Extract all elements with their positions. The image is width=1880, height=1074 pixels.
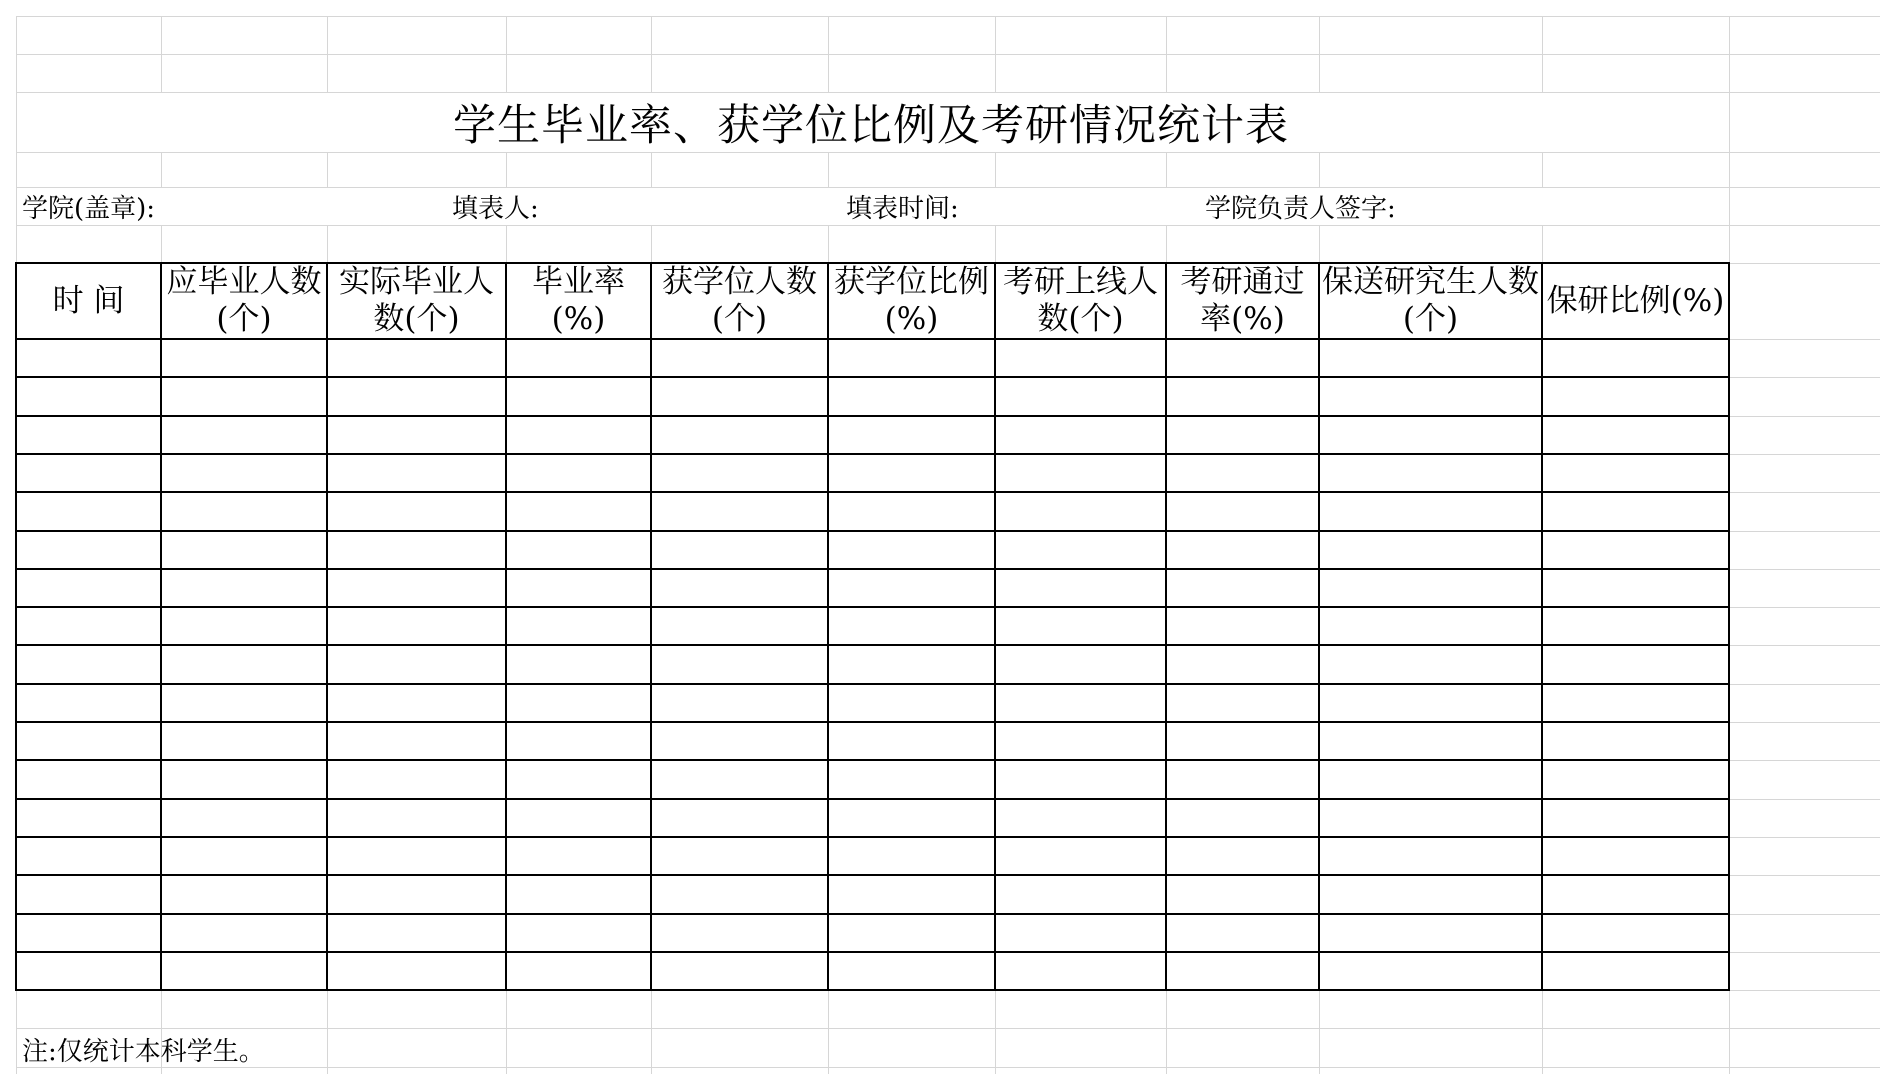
table-cell-exam-pass-count[interactable] [995,416,1166,454]
info-fill-time[interactable]: 填表时间: [846,193,959,224]
table-cell-recommended-count[interactable] [1319,799,1542,837]
table-cell-expected-graduates[interactable] [161,722,327,760]
table-cell-expected-graduates[interactable] [161,837,327,875]
header-label: 毕业率(%) [532,264,625,337]
table-cell-exam-pass-rate[interactable] [1166,875,1319,913]
table-cell-actual-graduates[interactable] [327,492,506,530]
table-cell-actual-graduates[interactable] [327,645,506,683]
header-label: 获学位人数(个) [662,264,817,337]
table-cell-degree-count[interactable] [651,722,828,760]
table-cell-actual-graduates[interactable] [327,684,506,722]
header-expected-graduates[interactable] [161,263,327,339]
table-cell-time[interactable] [16,569,161,607]
table-cell-recommended-count[interactable] [1319,837,1542,875]
header-actual-graduates[interactable] [327,263,506,339]
header-graduation-rate[interactable] [506,263,651,339]
table-cell-degree-ratio[interactable] [828,722,995,760]
table-cell-expected-graduates[interactable] [161,645,327,683]
table-cell-exam-pass-rate[interactable] [1166,799,1319,837]
table-cell-recommended-ratio[interactable] [1542,645,1729,683]
table-cell-graduation-rate[interactable] [506,339,651,377]
table-cell-actual-graduates[interactable] [327,952,506,990]
table-cell-actual-graduates[interactable] [327,875,506,913]
table-cell-actual-graduates[interactable] [327,607,506,645]
table-cell-graduation-rate[interactable] [506,914,651,952]
header-exam-pass-rate[interactable] [1166,263,1319,339]
table-cell-exam-pass-count[interactable] [995,454,1166,492]
table-cell-degree-ratio[interactable] [828,875,995,913]
table-cell-exam-pass-rate[interactable] [1166,722,1319,760]
table-cell-graduation-rate[interactable] [506,875,651,913]
table-cell-actual-graduates[interactable] [327,760,506,798]
table-cell-expected-graduates[interactable] [161,492,327,530]
table-cell-degree-count[interactable] [651,607,828,645]
table-cell-actual-graduates[interactable] [327,914,506,952]
table-cell-degree-count[interactable] [651,377,828,415]
table-cell-recommended-count[interactable] [1319,607,1542,645]
table-cell-time[interactable] [16,952,161,990]
table-cell-degree-count[interactable] [651,837,828,875]
table-cell-degree-count[interactable] [651,339,828,377]
table-cell-recommended-count[interactable] [1319,454,1542,492]
table-cell-degree-count[interactable] [651,416,828,454]
table-cell-exam-pass-rate[interactable] [1166,492,1319,530]
table-cell-graduation-rate[interactable] [506,684,651,722]
table-cell-graduation-rate[interactable] [506,607,651,645]
table-cell-recommended-count[interactable] [1319,416,1542,454]
table-cell-degree-ratio[interactable] [828,416,995,454]
table-cell-exam-pass-count[interactable] [995,339,1166,377]
table-cell-exam-pass-rate[interactable] [1166,454,1319,492]
info-filler[interactable]: 填表人: [452,193,539,224]
table-cell-graduation-rate[interactable] [506,837,651,875]
table-cell-exam-pass-rate[interactable] [1166,837,1319,875]
table-cell-time[interactable] [16,454,161,492]
table-cell-recommended-ratio[interactable] [1542,454,1729,492]
table-cell-time[interactable] [16,760,161,798]
table-cell-degree-ratio[interactable] [828,760,995,798]
table-cell-exam-pass-rate[interactable] [1166,760,1319,798]
table-cell-exam-pass-count[interactable] [995,952,1166,990]
table-cell-actual-graduates[interactable] [327,722,506,760]
header-label: 应毕业人数(个) [166,264,322,337]
header-degree-count[interactable] [651,263,828,339]
table-cell-time[interactable] [16,416,161,454]
table-cell-degree-ratio[interactable] [828,454,995,492]
header-label: 实际毕业人数(个) [339,264,494,337]
table-cell-graduation-rate[interactable] [506,377,651,415]
table-cell-recommended-ratio[interactable] [1542,416,1729,454]
table-cell-degree-ratio[interactable] [828,914,995,952]
table-cell-recommended-count[interactable] [1319,914,1542,952]
table-cell-exam-pass-count[interactable] [995,645,1166,683]
table-cell-exam-pass-rate[interactable] [1166,952,1319,990]
table-cell-recommended-ratio[interactable] [1542,492,1729,530]
table-cell-degree-count[interactable] [651,952,828,990]
table-cell-recommended-count[interactable] [1319,875,1542,913]
table-cell-expected-graduates[interactable] [161,454,327,492]
table-cell-expected-graduates[interactable] [161,684,327,722]
table-cell-exam-pass-count[interactable] [995,760,1166,798]
table-cell-expected-graduates[interactable] [161,531,327,569]
header-recommended-count[interactable] [1319,263,1542,339]
table-cell-recommended-count[interactable] [1319,339,1542,377]
table-cell-degree-ratio[interactable] [828,607,995,645]
header-degree-ratio[interactable] [828,263,995,339]
table-cell-degree-ratio[interactable] [828,684,995,722]
table-cell-time[interactable] [16,377,161,415]
table-cell-actual-graduates[interactable] [327,531,506,569]
table-cell-time[interactable] [16,645,161,683]
table-cell-degree-ratio[interactable] [828,569,995,607]
table-cell-expected-graduates[interactable] [161,377,327,415]
header-label: 保送研究生人数(个) [1322,264,1539,337]
table-cell-graduation-rate[interactable] [506,416,651,454]
table-cell-expected-graduates[interactable] [161,569,327,607]
table-cell-time[interactable] [16,531,161,569]
info-dean-signature[interactable]: 学院负责人签字: [1205,193,1396,224]
table-cell-recommended-count[interactable] [1319,760,1542,798]
table-cell-recommended-ratio[interactable] [1542,722,1729,760]
header-label: 获学位比例(%) [834,264,989,337]
table-cell-degree-ratio[interactable] [828,377,995,415]
table-cell-exam-pass-count[interactable] [995,722,1166,760]
table-cell-graduation-rate[interactable] [506,492,651,530]
table-cell-degree-count[interactable] [651,492,828,530]
table-cell-degree-count[interactable] [651,760,828,798]
table-cell-degree-count[interactable] [651,684,828,722]
table-cell-expected-graduates[interactable] [161,799,327,837]
table-cell-recommended-ratio[interactable] [1542,531,1729,569]
table-cell-degree-count[interactable] [651,875,828,913]
table-cell-exam-pass-rate[interactable] [1166,645,1319,683]
table-cell-recommended-count[interactable] [1319,492,1542,530]
table-cell-time[interactable] [16,799,161,837]
header-label: 考研上线人数(个) [1003,264,1158,337]
table-cell-degree-count[interactable] [651,569,828,607]
table-cell-exam-pass-count[interactable] [995,531,1166,569]
table-cell-expected-graduates[interactable] [161,952,327,990]
table-cell-degree-count[interactable] [651,799,828,837]
table-cell-recommended-count[interactable] [1319,684,1542,722]
table-cell-recommended-ratio[interactable] [1542,607,1729,645]
table-cell-recommended-ratio[interactable] [1542,684,1729,722]
table-cell-exam-pass-count[interactable] [995,799,1166,837]
table-cell-recommended-ratio[interactable] [1542,875,1729,913]
table-cell-expected-graduates[interactable] [161,607,327,645]
table-cell-exam-pass-count[interactable] [995,914,1166,952]
footnote[interactable]: 注:仅统计本科学生。 [22,1036,265,1067]
table-cell-expected-graduates[interactable] [161,875,327,913]
table-cell-recommended-ratio[interactable] [1542,952,1729,990]
table-cell-degree-ratio[interactable] [828,531,995,569]
table-cell-graduation-rate[interactable] [506,722,651,760]
table-cell-actual-graduates[interactable] [327,416,506,454]
table-cell-degree-ratio[interactable] [828,492,995,530]
table-cell-exam-pass-count[interactable] [995,492,1166,530]
table-cell-exam-pass-count[interactable] [995,377,1166,415]
table-cell-recommended-ratio[interactable] [1542,799,1729,837]
table-cell-degree-count[interactable] [651,454,828,492]
table-cell-graduation-rate[interactable] [506,454,651,492]
header-label: 保研比例(%) [1546,282,1725,319]
table-cell-expected-graduates[interactable] [161,760,327,798]
table-cell-time[interactable] [16,722,161,760]
table-cell-degree-count[interactable] [651,531,828,569]
table-cell-time[interactable] [16,607,161,645]
table-cell-time[interactable] [16,492,161,530]
table-cell-actual-graduates[interactable] [327,837,506,875]
table-cell-exam-pass-rate[interactable] [1166,531,1319,569]
table-cell-recommended-ratio[interactable] [1542,377,1729,415]
table-cell-degree-ratio[interactable] [828,339,995,377]
table-cell-exam-pass-rate[interactable] [1166,914,1319,952]
table-cell-degree-count[interactable] [651,914,828,952]
table-cell-recommended-count[interactable] [1319,377,1542,415]
header-time[interactable] [16,263,161,339]
table-cell-recommended-count[interactable] [1319,645,1542,683]
table-cell-recommended-ratio[interactable] [1542,837,1729,875]
table-cell-actual-graduates[interactable] [327,339,506,377]
table-cell-recommended-count[interactable] [1319,722,1542,760]
table-cell-exam-pass-rate[interactable] [1166,607,1319,645]
table-cell-exam-pass-rate[interactable] [1166,377,1319,415]
table-cell-actual-graduates[interactable] [327,569,506,607]
table-cell-exam-pass-count[interactable] [995,875,1166,913]
table-cell-graduation-rate[interactable] [506,952,651,990]
table-cell-degree-count[interactable] [651,645,828,683]
table-cell-expected-graduates[interactable] [161,914,327,952]
table-cell-exam-pass-rate[interactable] [1166,416,1319,454]
header-label: 时 间 [52,282,125,319]
table-cell-exam-pass-rate[interactable] [1166,339,1319,377]
table-cell-degree-ratio[interactable] [828,952,995,990]
table-cell-recommended-count[interactable] [1319,531,1542,569]
table-cell-graduation-rate[interactable] [506,799,651,837]
table-cell-time[interactable] [16,914,161,952]
table-cell-recommended-count[interactable] [1319,952,1542,990]
table-cell-graduation-rate[interactable] [506,569,651,607]
table-cell-actual-graduates[interactable] [327,377,506,415]
table-cell-time[interactable] [16,339,161,377]
table-cell-recommended-ratio[interactable] [1542,760,1729,798]
table-cell-graduation-rate[interactable] [506,760,651,798]
table-cell-degree-ratio[interactable] [828,645,995,683]
table-cell-recommended-count[interactable] [1319,569,1542,607]
table-cell-exam-pass-rate[interactable] [1166,569,1319,607]
table-cell-actual-graduates[interactable] [327,454,506,492]
table-cell-expected-graduates[interactable] [161,339,327,377]
table-cell-exam-pass-count[interactable] [995,837,1166,875]
table-cell-exam-pass-count[interactable] [995,569,1166,607]
table-cell-recommended-ratio[interactable] [1542,569,1729,607]
table-cell-recommended-ratio[interactable] [1542,339,1729,377]
info-college[interactable]: 学院(盖章): [22,193,156,224]
table-cell-time[interactable] [16,837,161,875]
table-cell-exam-pass-rate[interactable] [1166,684,1319,722]
table-cell-exam-pass-count[interactable] [995,684,1166,722]
table-cell-graduation-rate[interactable] [506,645,651,683]
table-cell-actual-graduates[interactable] [327,799,506,837]
header-label: 考研通过率(%) [1180,264,1305,337]
table-cell-graduation-rate[interactable] [506,531,651,569]
table-cell-expected-graduates[interactable] [161,416,327,454]
table-cell-exam-pass-count[interactable] [995,607,1166,645]
table-cell-recommended-ratio[interactable] [1542,914,1729,952]
sheet-title[interactable]: 学生毕业率、获学位比例及考研情况统计表 [453,100,1289,151]
table-cell-time[interactable] [16,684,161,722]
table-cell-degree-ratio[interactable] [828,799,995,837]
table-cell-time[interactable] [16,875,161,913]
header-exam-pass-count[interactable] [995,263,1166,339]
header-recommended-ratio[interactable] [1542,263,1729,339]
table-cell-degree-ratio[interactable] [828,837,995,875]
